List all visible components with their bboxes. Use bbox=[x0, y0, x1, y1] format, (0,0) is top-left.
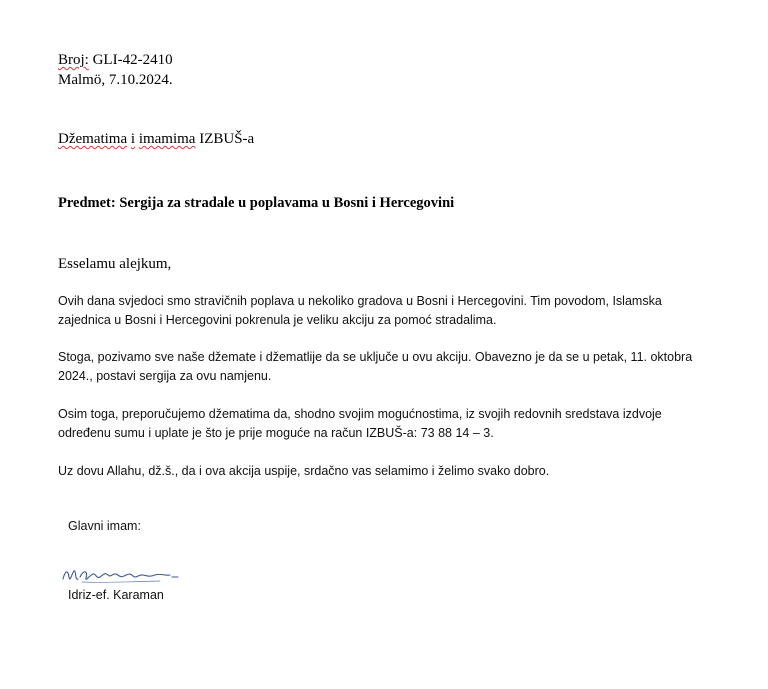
paragraph-line: 2024., postavi sergija za ovu namjenu. bbox=[58, 369, 272, 383]
paragraph-line: određenu sumu i uplate je što je prije moguće na račun IZBUŠ-a: 73 88 14 – 3. bbox=[58, 426, 494, 440]
recipient-word: i bbox=[130, 131, 136, 147]
paragraph-line: zajednica u Bosni i Hercegovini pokrenula je veliku akciju za pomoć stradalima. bbox=[58, 313, 497, 327]
closing-line: Uz dovu Allahu, dž.š., da i ova akcija uspije, srdačno vas selamimo i želimo svako dobro. bbox=[58, 464, 550, 478]
signature-scribble bbox=[60, 563, 180, 587]
recipient-word: IZBUŠ-a bbox=[199, 131, 255, 147]
place-date: Malmö, 7.10.2024. bbox=[58, 72, 173, 88]
subject-line: Predmet: Sergija za stradale u poplavama u Bosni i Hercegovini bbox=[58, 195, 455, 211]
reference-label: Broj: bbox=[58, 52, 89, 68]
reference-line bbox=[58, 52, 173, 69]
recipient-line bbox=[58, 131, 254, 148]
recipient-word: imamima bbox=[138, 131, 196, 147]
signatory-title: Glavni imam: bbox=[68, 519, 141, 533]
paragraph-line: Ovih dana svjedoci smo stravičnih poplava u nekoliko gradova u Bosni i Hercegovini. Tim povodom, Islamska bbox=[58, 294, 662, 308]
paragraph-line: Stoga, pozivamo sve naše džemate i džematlije da se uključe u ovu akciju. Obavezno je da se u petak, 11. oktobra bbox=[58, 350, 693, 364]
paragraph-line: Osim toga, preporučujemo džematima da, shodno svojim mogućnostima, iz svojih redovnih sredstava izdvoje bbox=[58, 407, 662, 421]
signatory-name: Idriz-ef. Karaman bbox=[68, 588, 164, 602]
recipient-word: Džematima bbox=[58, 131, 128, 147]
greeting: Esselamu alejkum, bbox=[58, 256, 172, 272]
reference-number: GLI-42-2410 bbox=[92, 52, 173, 68]
handwritten-signature bbox=[60, 563, 180, 587]
